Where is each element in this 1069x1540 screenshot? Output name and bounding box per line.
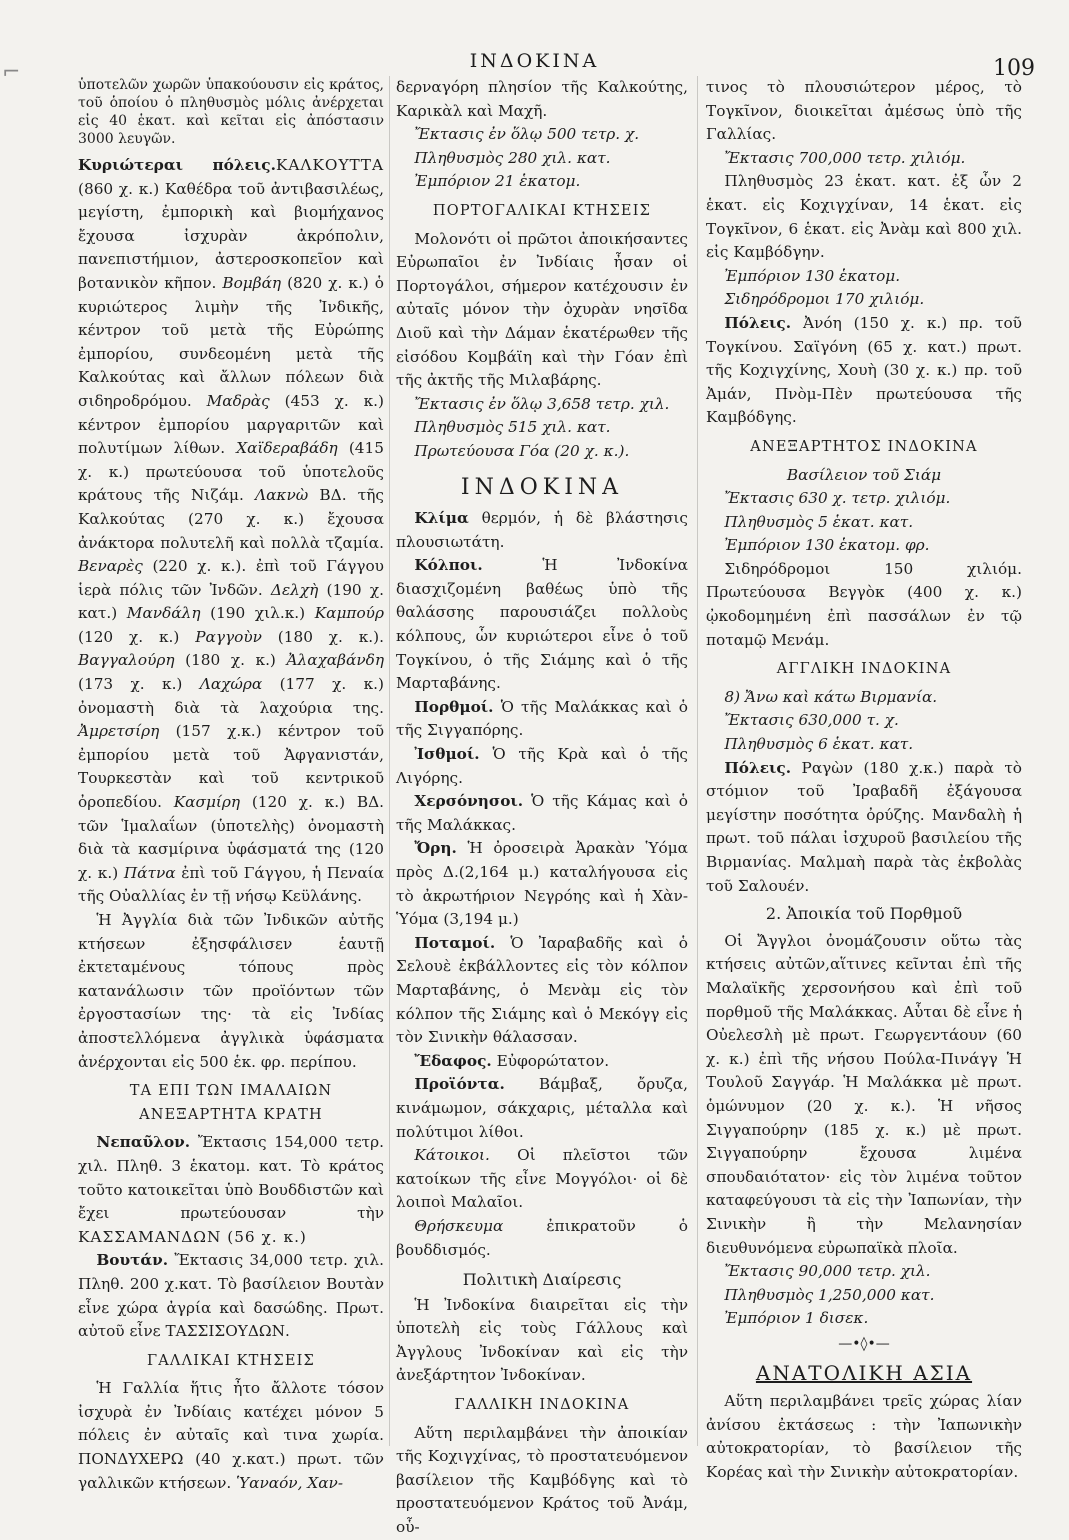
stat-line: Ἔκτασις ἐν ὅλῳ 3,658 τετρ. χιλ. [414, 394, 670, 413]
paragraph [706, 312, 1022, 430]
paragraph: ὑποτελῶν χωρῶν ὑπακούουσιν εἰς κράτος, τοῦ ὁποίου ὁ πληθυσμὸς μόλις ἀνέρχεται εἰς 40 ἑκατ. καὶ κεῖται εἰς ἀπόστασιν 3000 λευγῶν. [78, 77, 384, 147]
margin-mark: ⌐ [2, 60, 21, 85]
paragraph: Ἡ Ἰνδοκίνα διαιρεῖται εἰς τὴν ὑποτελὴ εἰς τοὺς Γάλλους καὶ Ἀγγλους Ἰνδοκίναν καὶ εἰς τὴν ἀνεξάρτητον Ἰνδοκίναν. [396, 1295, 688, 1385]
section-heading: ΓΑΛΛΙΚΗ ΙΝΔΟΚΙΝΑ [454, 1397, 630, 1414]
paragraph: Οἱ Ἄγγλοι ὀνομάζουσιν οὕτω τὰς κτήσεις αὐτῶν,αἵτινες κεῖνται ἐπὶ τῆς Μαλαϊκῆς χερσονήσου καὶ ἐπὶ τοῦ πορθμοῦ τῆς Μαλάκκας. Αὗται δὲ εἶνε ἡ Οὐελεσλὴ μὲ πρωτ. Γεωργεντάουν (60 χ. κ.) ἐπὶ τῆς νήσου Πούλα-Πινάγγ Ἡ Τουλοῦ Σαγγάρ. Ἡ Μαλάκκα μὲ πρωτ. ὁμώνυμον (20 χ. κ.). Ἡ νῆσος Σιγγαπούρην (185 χ. κ.) μὲ πρωτ. Σιγγαπούρην ἔχουσα λιμένα σπουδαιότατον· εἰς τὸν λιμένα τοῦτον καταφεύγουσι τὰ εἰς τὴν Ἰαπωνίαν, τὴν Σινικὴν ἢ τὴν Μελανησίαν διευθυνόμενα εὐρωπαϊκὰ πλοῖα. [706, 931, 1022, 1257]
stat-line: Πρωτεύουσα Γόα (20 χ. κ.). [414, 441, 630, 460]
city-name: Βεναρὲς [78, 557, 143, 576]
text: (180 χ. κ.) [185, 651, 276, 670]
column-3 [706, 76, 1022, 1484]
section-label: Ἔδαφος. [414, 1051, 492, 1070]
section-label: Ὄρη. [414, 839, 457, 858]
section-heading: ΑΝΑΤΟΛΙΚΗ ΑΣΙΑ [755, 1361, 973, 1386]
paragraph: Αὕτη περιλαμβάνει τρεῖς χώρας λίαν ἀνίσου ἐκτάσεως : τὴν Ἰαπωνικὴν αὐτοκρατορίαν, τὸ βασίλειον τῆς Κορέας καὶ τὴν Σινικὴν αὐτοκρατορίαν. [706, 1392, 1022, 1481]
stat-line: Σιδηρόδρομοι 170 χιλιόμ. [724, 290, 925, 309]
text: Ὁ τῆς Κρὰ καὶ ὁ τῆς Λιγόρης. [396, 745, 688, 787]
city-name: Χαϊδεραβάδη [236, 439, 338, 458]
stat-line: Πληθυσμὸς 5 ἑκατ. κατ. [724, 512, 914, 531]
paragraph [396, 743, 688, 790]
section-label: Πόλεις. [724, 313, 792, 332]
text: (860 χ. κ.) Καθέδρα τοῦ ἀντιβασιλέως, μεγίστη, ἐμπορικὴ καὶ βιομήχανος ἔχουσα ἰσχυρὰν ἀκρόπολιν, πανεπιστήμιον, ἀστεροσκοπεῖον καὶ βοτανικὸν κῆπον. [78, 179, 384, 292]
city-name: Ἀλαχαβάνδη [286, 651, 384, 670]
column-1 [78, 76, 384, 1495]
city-name: Ραγγοὺν [195, 627, 262, 646]
text: (190 χιλ.κ.) [210, 604, 306, 623]
text: ΚΑΣΣΑΜΑΝΔΩΝ (56 χ. κ.) [78, 1227, 307, 1246]
section-label: Ἰσθμοί. [414, 745, 480, 764]
text: (120 χ. κ.) [78, 627, 180, 646]
text: Ἡ Γαλλία ἥτις ἦτο ἄλλοτε τόσον ἰσχυρὰ ἐν Ἰνδίαις κατέχει μόνον 5 πόλεις ἐν αὐταῖς καὶ τινα χωρία. ΠΟΝΔΥΧΕΡΩ (40 χ.κατ.) πρωτ. τῶν γαλλικῶν κτήσεων. [78, 1379, 384, 1492]
stat-line: Ἐμπόριον 130 ἑκατομ. φρ. [724, 536, 930, 555]
text: (415 χ. κ.) πρωτεύουσα τοῦ ὑποτελοῦς κράτους τῆς Νιζάμ. [78, 439, 384, 505]
text: ἐπὶ τοῦ Γάγγου, ἡ Πεναία τῆς Οὐαλλίας ἐν τῇ νήσῳ Κεϋλάνης. [78, 863, 384, 906]
text: Ὁ τῆς Μαλάκκας καὶ ὁ τῆς Σιγγαπόρης. [396, 697, 688, 740]
text: (453 χ. κ.) κέντρον ἐμπορίου μαργαριτῶν καὶ πολυτίμων λίθων. [78, 391, 384, 458]
text: (173 χ. κ.) [78, 675, 183, 694]
section-label: Βουτάν. [96, 1251, 169, 1270]
section-label: Πόλεις. [724, 758, 792, 777]
city-name: Βαγγαλούρη [78, 651, 175, 670]
paragraph [396, 1144, 688, 1215]
stat-line: Ἔκτασις ἐν ὅλῳ 500 τετρ. χ. [414, 125, 640, 144]
paragraph [396, 507, 688, 554]
section-label: Νεπαῦλον. [96, 1133, 191, 1152]
text: (220 χ. κ.). ἐπὶ τοῦ Γάγγου ἱερὰ πόλις τῶν Ἰνδῶν. [78, 557, 384, 599]
text: θερμόν, ἡ δὲ βλάστησις πλουσιωτάτη. [396, 509, 688, 551]
text: (180 χ. κ.). [277, 627, 384, 646]
text: Ὁ Ἰαραβαδῆς καὶ ὁ Σελουὲ ἐκβάλλοντες εἰς τὸν κόλπον Μαρταβάνης, ὁ Μενὰμ εἰς τὸν κόλπον τῆς Σιάμης καὶ ὁ Μεκόγγ εἰς τὸν Σινικὴν θάλασσαν. [396, 933, 688, 1047]
section-heading: Πολιτικὴ Διαίρεσις [462, 1270, 622, 1290]
city-name: Λακνὼ [255, 486, 309, 505]
text: (820 χ. κ.) ὁ κυριώτερος λιμὴν τῆς Ἰνδικῆς, κέντρον τοῦ μετὰ τῆς Εὐρώπης ἐμπορίου, συνδεομένη μετὰ τῆς Καλκούτας καὶ ἄλλων πόλεων διὰ σιδηροδρόμου. [78, 273, 384, 410]
column-divider [697, 76, 698, 1446]
text: Ἀνόη (150 χ. κ.) πρ. τοῦ Τογκίνου. Σαϊγόνη (65 χ. κατ.) πρωτ. τῆς Κοχιγχίνης, Χουὴ (30 χ. κ.) πρ. τοῦ Ἀμάν, Πνὸμ-Πὲν πρωτεύουσα τῆς Καμβόδγης. [706, 313, 1022, 427]
paragraph [706, 757, 1022, 899]
chapter-heading: ΙΝΔΟΚΙΝΑ [460, 474, 624, 500]
section-label: Προϊόντα. [414, 1075, 505, 1094]
stat-line: Πληθυσμὸς 280 χιλ. κατ. [414, 148, 611, 167]
section-label: Θρήσκευμα [414, 1216, 504, 1235]
paragraph [78, 1249, 384, 1343]
section-label: Ποταμοί. [414, 933, 496, 952]
paragraph [396, 1215, 688, 1262]
stat-line: 8) Ἄνω καὶ κάτω Βιρμανία. [724, 687, 938, 706]
stat-line: Πληθυσμὸς 6 ἑκατ. κατ. [724, 735, 914, 754]
city-name: Μαδρὰς [206, 391, 270, 410]
paragraph [396, 696, 688, 743]
section-heading: ΤΑ ΕΠΙ ΤΩΝ ΙΜΑΛΑΙΩΝ ΑΝΕΞΑΡΤΗΤΑ ΚΡΑΤΗ [129, 1083, 333, 1123]
section-label: Κάτοικοι. [414, 1146, 490, 1165]
stat-line: Ἔκτασις 630,000 τ. χ. [724, 711, 899, 730]
column-divider [389, 76, 390, 1446]
stat-line: Πληθυσμὸς 515 χιλ. κατ. [414, 418, 611, 437]
stat-line: Ἔκτασις 630 χ. τετρ. χιλιόμ. [724, 489, 951, 508]
text: (120 χ. κ.) ΒΔ. τῶν Ἱμαλαΐων (ὑποτελὴς) ὀνομαστὴ διὰ τὰ κασμίρινα ὑφάσματά της (120 χ. κ.) [78, 793, 384, 882]
section-heading: ΑΝΕΞΑΡΤΗΤΟΣ ΙΝΔΟΚΙΝΑ [750, 438, 978, 455]
column-2 [396, 76, 688, 1540]
section-heading: ΓΑΛΛΙΚΑΙ ΚΤΗΣΕΙΣ [146, 1352, 315, 1369]
city-name: Λαχώρα [199, 675, 263, 694]
section-heading: ΠΟΡΤΟΓΑΛΙΚΑΙ ΚΤΗΣΕΙΣ [432, 202, 652, 219]
text: (177 χ. κ.) ὀνομαστὴ διὰ τὰ λαχούρια της. [78, 675, 384, 717]
city-name: ΚΑΛΚΟΥΤΤΑ [275, 156, 384, 174]
city-name: Πάτνα [123, 863, 176, 882]
paragraph: Σιδηρόδρομοι 150 χιλιόμ. Πρωτεύουσα Βεγγὸκ (400 χ. κ.) ᾠκοδομημένη ἐπὶ πασσάλων ἐν τῷ ποταμῷ Μενάμ. [706, 559, 1022, 649]
paragraph [78, 1377, 384, 1495]
page-title: ΙΝΔΟΚΙΝΑ [469, 50, 600, 72]
text: Οἱ πλεῖστοι τῶν κατοίκων τῆς εἶνε Μογγόλοι· οἱ δὲ λοιποὶ Μαλαῖοι. [396, 1146, 688, 1212]
paragraph [396, 554, 688, 696]
text: Ἔκτασις 34,000 τετρ. χιλ. Πληθ. 200 χ.κατ. Τὸ βασίλειον Βουτὰν εἶνε χώρα ἀγρία καὶ δασώδης. Πρωτ. αὐτοῦ εἶνε ΤΑΣΣΙΣΟΥΔΩΝ. [78, 1251, 384, 1341]
paragraph: Μολονότι οἱ πρῶτοι ἀποικήσαντες Εὐρωπαῖοι ἐν Ἰνδίαις ἦσαν οἱ Πορτογάλοι, σήμερον κατέχουσιν ἐν αὐταῖς μόνον τὴν ὀχυρὰν νησῖδα Διοῦ καὶ τὴν Δάμαν ἑκατέρωθεν τῆς εἰσόδου Κομβάϊη καὶ τὴν Γόαν ἐπὶ τῆς ἀκτῆς τῆς Μιλαβάρης. [396, 229, 688, 390]
stat-line: Ἔκτασις 700,000 τετρ. χιλιόμ. [724, 148, 966, 167]
city-name: Κασμίρη [173, 793, 241, 812]
text: ἐπικρατοῦν ὁ βουδδισμός. [396, 1216, 688, 1259]
ornament-divider: —•◊•— [838, 1335, 890, 1352]
text: Ἡ Ἰνδοκίνα διασχιζομένη βαθέως ὑπὸ τῆς θαλάσσης παρουσιάζει πολλοὺς κόλπους, ὧν κυριώτεροι εἶνε ὁ τοῦ Τογκίνου, ὁ τῆς Σιάμης καὶ ὁ τῆς Μαρταβάνης. [396, 556, 688, 693]
stat-line: Ἔκτασις 90,000 τετρ. χιλ. [724, 1262, 931, 1281]
paragraph: Ἡ Ἀγγλία διὰ τῶν Ἰνδικῶν αὐτῆς κτήσεων ἐξησφάλισεν ἑαυτῇ ἐκτεταμένους τόπους πρὸς κατανάλωσιν τῶν προϊόντων τῶν ἐργοστασίων της· τὰ εἰς Ἰνδίας ἀποστελλόμενα ἀγγλικὰ ὑφάσματα ἀνέρχονται εἰς 500 ἑκ. φρ. περίπου. [78, 911, 384, 1071]
paragraph [78, 1131, 384, 1249]
text: Ραγὼν (180 χ.κ.) παρὰ τὸ στόμιον τοῦ Ἰραβαδῆ ἐξάγουσα μεγίστην ποσότητα ὀρύζης. Μανδαλὴ ἡ πρωτ. τοῦ πάλαι ἰσχυροῦ βασιλείου τῆς Βιρμανίας. Μαλμαὴ παρὰ τὰς ἐκβολὰς τοῦ Σαλουέν. [706, 758, 1022, 895]
paragraph [396, 932, 688, 1050]
text: Ἡ ὀροσειρὰ Ἀρακὰν Ὑόμα πρὸς Δ.(2,164 μ.) καταλήγουσα εἰς τὸ ἀκρωτήριον Νεγρόης καὶ ἡ Χὰν-Ὑόμα (3,194 μ.) [396, 839, 688, 929]
city-name: Ἀμρετσίρη [78, 722, 160, 741]
city-name: Βομβάη [222, 273, 282, 292]
city-name: Ὑαναόν, Χαν- [236, 1473, 344, 1492]
stat-line: Πληθυσμὸς 1,250,000 κατ. [724, 1285, 935, 1304]
section-label: Κλίμα [414, 509, 469, 528]
text: Εὐφορώτατον. [496, 1051, 610, 1070]
paragraph: δερναγόρη πλησίον τῆς Καλκούτης, Καρικὰλ καὶ Μαχῆ. [396, 78, 688, 120]
city-name: Δελχὴ [270, 580, 319, 599]
text: Βάμβαξ, ὄρυζα, κινάμωμον, σάκχαρις, μέταλλα καὶ πολύτιμοι λίθοι. [396, 1075, 688, 1141]
page-number: 109 [993, 56, 1035, 81]
section-heading: ΑΓΓΛΙΚΗ ΙΝΔΟΚΙΝΑ [776, 661, 952, 678]
section-label: Κόλποι. [414, 556, 483, 575]
paragraph: Αὕτη περιλαμβάνει τὴν ἀποικίαν τῆς Κοχιγχίνας, τὸ προστατευόμενον βασίλειον τῆς Καμβόδγης καὶ τὸ προστατευόμενον Κράτος τοῦ Ἀνάμ, οὗ- [396, 1423, 688, 1537]
paragraph [396, 790, 688, 837]
paragraph [78, 154, 384, 909]
stat-line: Ἐμπόριον 1 δισεκ. [724, 1309, 869, 1328]
city-name: Καμπούρ [314, 604, 384, 623]
paragraph [396, 1073, 688, 1144]
stat-line: Πληθυσμὸς 23 ἑκατ. κατ. ἐξ ὧν 2 ἑκατ. εἰς Κοχιγχίναν, 14 ἑκατ. εἰς Τογκῖνον, 6 ἑκατ. εἰς Ἀνὰμ καὶ 800 χιλ. εἰς Καμβόδγην. [706, 172, 1022, 262]
text: (190 χ. κατ.) [78, 580, 384, 623]
section-heading: 2. Ἀποικία τοῦ Πορθμοῦ [765, 904, 963, 924]
paragraph: τινος τὸ πλουσιώτερον μέρος, τὸ Τογκῖνον, διοικεῖται ἀμέσως ὑπὸ τῆς Γαλλίας. [706, 78, 1022, 144]
section-label: Χερσόνησοι. [414, 792, 524, 811]
paragraph [396, 837, 688, 931]
sub-heading: Βασίλειον τοῦ Σιάμ [786, 465, 942, 484]
paragraph [396, 1050, 688, 1074]
section-label: Κυριώτεραι πόλεις. [78, 156, 276, 174]
section-label: Πορθμοί. [414, 697, 494, 716]
text: ΒΔ. τῆς Καλκούτας (270 χ. κ.) ἔχουσα ἀνάκτορα πολυτελῆ καὶ πολλὰ τζαμία. [78, 486, 384, 552]
city-name: Μανδάλη [126, 604, 201, 623]
stat-line: Ἐμπόριον 130 ἑκατομ. [724, 266, 901, 285]
text: Ἔκτασις 154,000 τετρ. χιλ. Πληθ. 3 ἑκατομ. κατ. Τὸ κράτος τοῦτο κατοικεῖται ὑπὸ Βουδδιστῶν καὶ ἔχει πρωτεύουσαν τὴν [78, 1133, 384, 1223]
text: Ὁ τῆς Κάμας καὶ ὁ τῆς Μαλάκκας. [396, 792, 688, 834]
text: (157 χ.κ.) κέντρον τοῦ ἐμπορίου μετὰ τοῦ Ἀφγανιστάν, Τουρκεστὰν καὶ τοῦ κεντρικοῦ ὀροπεδίου. [78, 722, 384, 812]
stat-line: Ἐμπόριον 21 ἑκατομ. [414, 172, 581, 191]
